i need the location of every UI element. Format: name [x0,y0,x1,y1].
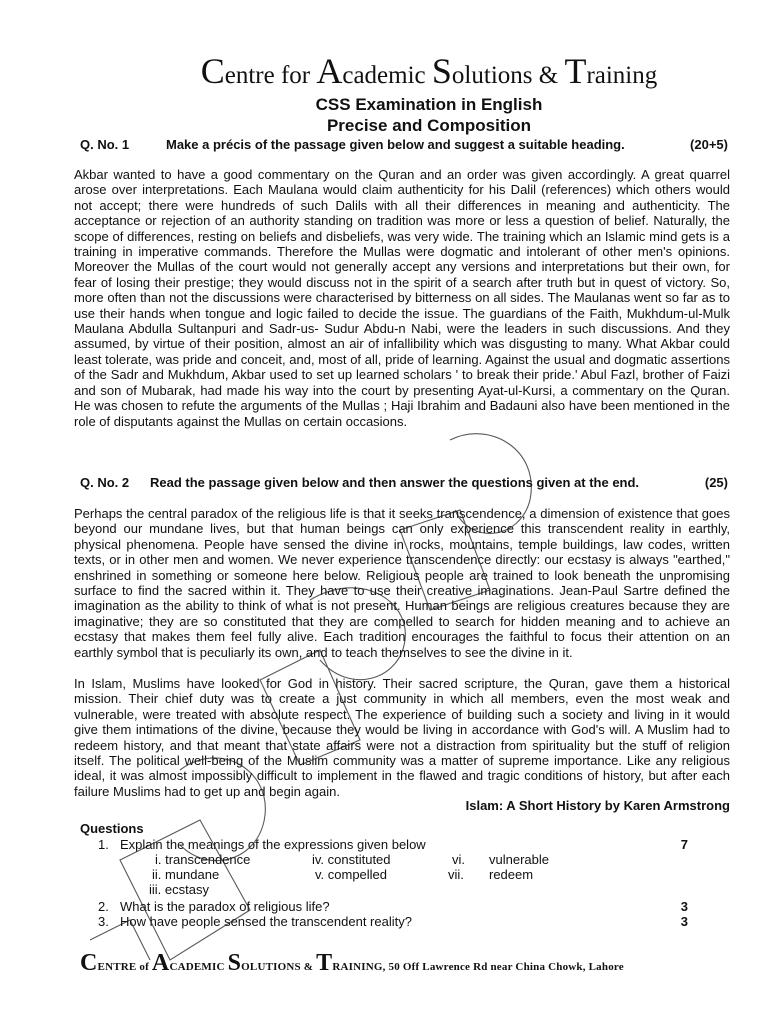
question-marks: 7 [680,837,688,852]
question-2-header [80,475,728,490]
question-text: How have people sensed the transcendent reality? [120,914,412,929]
passage-attribution: Islam: A Short History by Karen Armstrong [465,798,730,813]
question-1-number: Q. No. 1 [80,137,130,152]
footer-initial: S [227,950,242,976]
question-item [98,837,688,852]
question-1-header [80,137,728,152]
expression-item: i. transcendence [155,852,251,867]
expression-item: vulnerable [489,852,549,867]
title-initial-s: S [431,51,452,91]
footer-initial: T [316,950,333,976]
question-marks: 3 [680,899,688,914]
expression-item: redeem [489,867,534,882]
expression-item: iv. constituted [312,852,391,867]
footer-part: CADEMIC [169,961,228,973]
centre-title [0,50,768,92]
question-number: 3. [98,914,109,929]
footer-initial: C [80,950,98,976]
title-initial-t: T [564,51,587,91]
question-item [98,914,688,929]
footer-part: RAINING, 50 Off Lawrence Rd near China Chowk, Lahore [332,961,624,973]
expression-item: ii. mundane [152,867,220,882]
question-marks: 3 [680,914,688,929]
title-initial-c: C [200,51,225,91]
expression-item: iii. ecstasy [149,882,209,897]
expression-item: v. compelled [315,867,388,882]
title-initial-a: A [316,51,343,91]
question-2-number: Q. No. 2 [80,475,130,490]
footer-address [80,950,624,977]
questions-heading: Questions [80,821,144,836]
question-text: What is the paradox of religious life? [120,899,330,914]
question-number: 1. [98,837,109,852]
title-part: cademic [342,62,432,89]
title-part: raining [586,62,658,89]
comprehension-passage-1: Perhaps the central paradox of the religious life is that it seeks transcendence, a dimension of existence that goes beyond our mundane lives, but that human beings can only experience this transcendent reality in earthly, physical phenomena. People have sensed the divine in rocks, mountains, temple buildings, law codes, written texts, or in other men and women. We never experience transcendence directly: our ecstasy is always "earthed," enshrined in something or someone here below. Religious people are trained to look beneath the unpromising surface to find the sacred within it. They have to use their creative imaginations. Jean-Paul Sartre defined the imagination as the ability to think of what is not present. Human beings are religious creatures because they are imaginative; they are so constituted that they are compelled to search for hidden meaning and to achieve an ecstasy that makes them feel fully alive. Each tradition encourages the faithful to focus their attention on an earthly symbol that is peculiarly its own, and to teach themselves to see the divine in it. [74,506,730,660]
question-text: Explain the meanings of the expressions given below [120,837,426,852]
question-1-marks: (20+5) [690,137,728,152]
footer-initial: A [151,950,170,976]
exam-title: CSS Examination in English [315,95,543,114]
question-1-instruction: Make a précis of the passage given below and suggest a suitable heading. [166,137,625,152]
expression-item: vii. [448,867,464,882]
question-item [98,899,688,914]
question-2-instruction: Read the passage given below and then answer the questions given at the end. [150,475,640,490]
precis-passage: Akbar wanted to have a good commentary on the Quran and an order was given accordingly. A great quarrel arose over interpretations. Each Maulana would claim authenticity for his Dalil (references) which others would not accept; there were hundreds of such Dalils with all their differences in meaning and authenticity. The acceptance or rejection of an authority standing on tradition was more or less a question of belief. Naturally, the scope of differences, resting on beliefs and disbeliefs, was very wide. The training which an Islamic mind gets is a training in imperative commands. Therefore the Mullas were dogmatic and intolerant of other men's opinions. Moreover the Mullas of the court would not generally accept any versions and interpretations but their own, for fear of losing their prestige; they would discuss not in the spirit of a search after truth but in quest of victory. So, more often than not the discussions were characterised by bitterness on all sides. The Maulanas went so far as to use their hands when tongue and logic failed to decide the issue. The guardians of the Faith, Mukhdum-ul-Mulk Maulana Abdulla Sultanpuri and Sadr-us- Sudur Abdu-n Nabi, were the leaders in such discussions. And they assumed, by virtue of their position, almost an air of infallibility which was disgusting to many. What Akbar could least tolerate, was pride and conceit, and, most of all, pride of learning. Against the usual and dogmatic assertions of the Sadr and Mukhdum, Akbar used to set up learned scholars ' to break their pride.' Abul Fazl, brother of Faizi and son of Mubarak, had made his way into the court by presenting Ayat-ul-Kursi, a commentary on the Quran. He was chosen to refute the arguments of the Mullas ; Haji Ibrahim and Badauni also have been mentioned in the role of disputants against the Mullas on certain occasions. [74,167,730,429]
expression-item: vi. [452,852,465,867]
footer-part: ENTRE of [97,961,152,973]
footer-part: OLUTIONS & [241,961,317,973]
comprehension-passage-2: In Islam, Muslims have looked for God in history. Their sacred scripture, the Quran, gave them a historical mission. Their chief duty was to create a just community in which all members, even the most weak and vulnerable, were treated with absolute respect. The experience of building such a society and living in it would give them intimations of the divine, because they would be living in accordance with God's will. A Muslim had to redeem history, and that meant that state affairs were not a distraction from spirituality but the stuff of religion itself. The political well-being of the Muslim community was a matter of supreme importance. Like any religious ideal, it was almost impossibly difficult to implement in the flawed and tragic conditions of history, but after each failure Muslims had to get up and begin again. [74,676,730,799]
question-2-marks: (25) [704,475,728,490]
exam-subtitle: Precise and Composition [326,116,532,135]
title-part: entre for [224,62,317,89]
title-part: olutions & [451,62,565,89]
question-number: 2. [98,899,109,914]
